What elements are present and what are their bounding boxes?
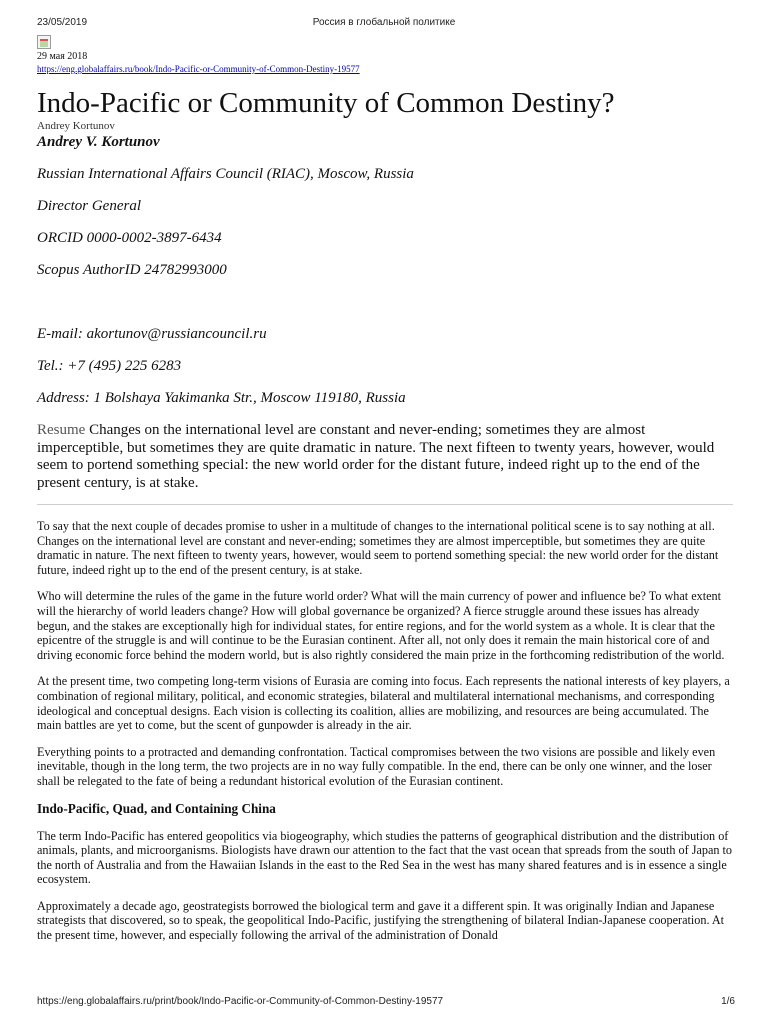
print-header: [0, 17, 768, 31]
body-paragraph: The term Indo-Pacific has entered geopolitics via biogeography, which studies the patterns of geographical distribution and the distribution of animals, plants, and microorganisms. Biologists have drawn our attention to the fact that the vast ocean that spreads from the south of Japan to the north of Australia and from the Hawaiian Islands in the east to the Red Sea in the west has many shared features and is in essence a single ecosystem.: [37, 828, 732, 887]
author-scopus-id: Scopus AuthorID 24782993000: [37, 262, 227, 278]
body-paragraph: Everything points to a protracted and demanding confrontation. Tactical compromises between the two visions are possible and likely even inevitable, though in the long term, the two projects are in no way fully compatible. In the end, there can be only one winner, and the loser shall be relegated to the fate of being a redundant historical evolution of the Eurasian continent.: [37, 744, 716, 788]
print-footer: [0, 996, 768, 1010]
author-position: Director General: [37, 198, 142, 214]
publish-date: 29 мая 2018: [37, 51, 88, 62]
body-paragraph: To say that the next couple of decades promise to usher in a multitude of changes to the international political scene is to say nothing at all. Changes on the international level are constant and never-ending; sometimes they are almost imperceptible, but sometimes they are quite dramatic in nature. The next fifteen to twenty years, however, would seem to portend something special: the new world order for the distant future, indeed right up to the end of the present century, is at stake.: [37, 519, 719, 577]
resume: [37, 422, 733, 492]
broken-image-icon: [37, 35, 51, 49]
body-paragraph: Who will determine the rules of the game in the future world order? What will the main currency of power and influence be? To what extent will the hierarchy of world leaders change? How will global governance be organized? A fierce struggle around these issues has already begun, and the stakes are exceptionally high for individual states, for entire regions, and for the world system as a whole. It is clear that the epicentre of the struggle is and will continue to be the Eurasian continent. After all, not only does it remain the main historical core of and driving economic force behind the modern world, but is also rightly considered the main prize in the forthcoming redistribution of the world.: [37, 589, 725, 662]
author-affiliation: Russian International Affairs Council (RIAC), Moscow, Russia: [37, 166, 414, 182]
author-name: Andrey Kortunov: [37, 120, 115, 132]
body-paragraph: At the present time, two competing long-term visions of Eurasia are coming into focus. Each represents the national interests of key players, a combination of regional military, political, and economic strategies, bilateral and multilateral international mechanisms, and corresponding ideological and conceptual designs. Each vision is collecting its coalition, allies are mobilizing, and resources are being accumulated. The main battles are yet to come, but the scent of gunpowder is already in the air.: [37, 674, 730, 733]
author-email: E-mail: akortunov@russiancouncil.ru: [37, 326, 267, 342]
author-full-name: Andrey V. Kortunov: [37, 134, 160, 150]
resume-text: Changes on the international level are constant and never-ending; sometimes they are almost imperceptible, but sometimes they are quite dramatic in nature. The next fifteen to twenty years, however, would seem to portend something special: the new world order for the distant future, indeed right up to the end of the present century, is at stake.: [37, 422, 715, 491]
body-paragraph: Approximately a decade ago, geostrategists borrowed the biological term and gave it a different spin. It was originally Indian and Japanese strategists that discovered, so to speak, the geopolitical Indo-Pacific, justifying the strengthening of bilateral Indian-Japanese cooperation. At the present time, however, and especially following the arrival of the administration of Donald: [37, 898, 725, 943]
article-title: Indo-Pacific or Community of Common Destiny?: [37, 87, 615, 119]
source-link[interactable]: https://eng.globalaffairs.ru/book/Indo-Pacific-or-Community-of-Common-Destiny-19577: [37, 64, 360, 74]
print-date: 23/05/2019: [37, 17, 88, 28]
author-address: Address: 1 Bolshaya Yakimanka Str., Moscow 119180, Russia: [37, 390, 406, 406]
page-number: 1/6: [721, 996, 735, 1007]
print-url: https://eng.globalaffairs.ru/print/book/Indo-Pacific-or-Community-of-Common-Destiny-19577: [37, 996, 444, 1007]
author-orcid: ORCID 0000-0002-3897-6434: [37, 230, 222, 246]
print-page-title: Россия в глобальной политике: [312, 17, 456, 28]
resume-label: Resume: [37, 422, 86, 438]
divider: [37, 504, 733, 505]
article-content: [37, 35, 733, 943]
author-phone: Tel.: +7 (495) 225 6283: [37, 358, 182, 374]
section-heading: Indo-Pacific, Quad, and Containing China: [37, 800, 276, 816]
